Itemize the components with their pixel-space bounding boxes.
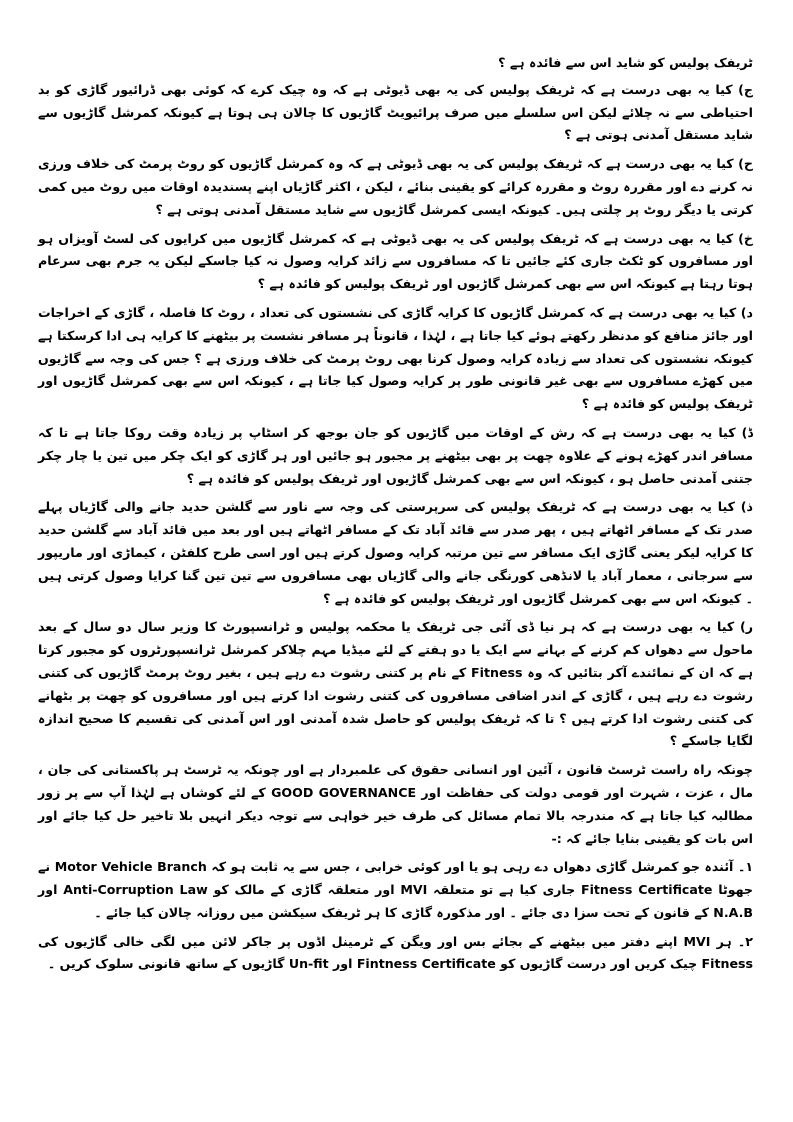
- paragraph-daal: د) کیا یہ بھی درست ہے کہ کمرشل گاڑیوں کا کرایہ گاڑی کی نشستوں کی تعداد ، روٹ کا فاصلہ ، گاڑی کے اخراجات اور جائز منافع کو مدنظر رکھتے ہوئے کیا جاتا ہے ، لہٰذا ، قانوناً ہر مسافر نشست پر بیٹھنے کا کرایہ ہی ادا کرسکتا ہے کیونکہ نشستوں کی تعداد سے زیادہ کرایہ وصول کرنا بھی روٹ پرمٹ کی خلاف ورزی ہے ؟ جس کی وجہ سے گاڑیوں میں کھڑے مسافروں سے بھی غیر قانونی طور پر کرایہ وصول کیا جاتا ہے ، کیونکہ اس سے بھی کمرشل گاڑیوں اور ٹریفک پولیس کو فائدہ ہے ؟: [38, 304, 753, 412]
- demand-item-2: ٢۔ ہر MVI اپنے دفتر میں بیٹھنے کے بجائے بس اور ویگن کے ٹرمینل اڈوں پر جاکر لائن میں لگی خالی گاڑیوں کی Fitness چیک کریں اور درست گاڑیوں کو Fintness Certificate اور Un-fit گاڑیوں کے ساتھ قانونی سلوک کریں ۔: [38, 933, 753, 972]
- paragraph-hay: ح) کیا یہ بھی درست ہے کہ ٹریفک پولیس کی یہ بھی ڈیوٹی ہے کہ وہ کمرشل گاڑیوں کو روٹ پرمٹ کی خلاف ورزی نہ کرنے دے اور مقررہ روٹ و مقررہ کرائے کو یقینی بنائے ، لیکن ، اکثر گاڑیاں اپنے پسندیدہ اوقات میں روٹ میں کمی کرتی یا دیگر روٹ پر چلتی ہیں۔ کیونکہ ایسی کمرشل گاڑیوں سے شاید مستقل آمدنی ہوتی ہے ؟: [38, 156, 753, 217]
- document-body: [38, 52, 753, 982]
- paragraph-khay: خ) کیا یہ بھی درست ہے کہ ٹریفک پولیس کی یہ بھی ڈیوٹی ہے کہ کمرشل گاڑیوں میں کرایوں کی لسٹ آویزاں ہو اور مسافروں کو ٹکٹ جاری کئے جائیں تا کہ مسافروں سے زائد کرایہ وصول نہ کیا جاسکے لیکن یہ جرم بھی سرعام ہوتا رہتا ہے کیونکہ اس سے بھی کمرشل گاڑیوں اور ٹریفک پولیس کو فائدہ ہے ؟: [38, 230, 753, 292]
- demand-item-1: ١۔ آئندہ جو کمرشل گاڑی دھواں دے رہی ہو یا اور کوئی خرابی ، جس سے یہ ثابت ہو کہ Motor Vehicle Branch نے جھوٹا Fitness Certificate جاری کیا ہے تو متعلقہ MVI اور متعلقہ گاڑی کے مالک کو Anti-Corruption Law اور N.A.B کے قانون کے تحت سزا دی جائے ۔ اور مذکورہ گاڑی کا ہر ٹریفک سیکشن میں روزانہ چالان کیا جائے ۔: [38, 859, 754, 920]
- demand-paragraph: چونکہ راہ راست ٹرسٹ قانون ، آئین اور انسانی حقوق کی علمبردار ہے اور چونکہ یہ ٹرسٹ ہر پاکستانی کی جان ، مال ، عزت ، شہرت اور قومی دولت کی حفاظت اور GOOD GOVERNANCE کے لئے کوشاں ہے لہٰذا آپ سے پر زور مطالبہ کیا جاتا ہے کہ مندرجہ بالا تمام مسائل کی طرف خیر خواہی سے توجہ دیکر انہیں بلا تاخیر حل کیا جائے اور اس بات کو یقینی بنایا جائے کہ :-: [38, 762, 754, 846]
- paragraph-ray: ر) کیا یہ بھی درست ہے کہ ہر نیا ڈی آئی جی ٹریفک یا محکمہ پولیس و ٹرانسپورٹ کا وزیر سال دو سال کے بعد ماحول سے دھواں کم کرنے کے بہانے سے ایک یا دو ہفتے کے لئے میڈیا مہم چلاکر کمرشل ٹرانسپورٹروں کو مجبور کرتا ہے کہ ان کے نمائندے آکر بتائیں کہ وہ Fitness کے نام پر کتنی رشوت دے رہے ہیں ، بغیر روٹ پرمٹ گاڑیوں کی کتنی رشوت دے رہے ہیں ، گاڑی کے اندر اضافی مسافروں کی کتنی رشوت ادا کرتے ہیں اور مسافروں کو چھت پر بٹھانے کی کتنی رشوت ادا کرتے ہیں ؟ تا کہ ٹریفک پولیس کو حاصل شدہ آمدنی اور اس آمدنی کی تقسیم کا صحیح اندازہ لگایا جاسکے ؟: [38, 619, 753, 749]
- intro-line: ٹریفک پولیس کو شاید اس سے فائدہ ہے ؟: [498, 55, 753, 70]
- paragraph-ddaal: ڈ) کیا یہ بھی درست ہے کہ رش کے اوقات میں گاڑیوں کو جان بوجھ کر اسٹاپ پر زیادہ وقت روکا جاتا ہے تا کہ مسافر اندر کھڑے ہونے کے علاوہ چھت پر بھی بیٹھنے پر مجبور ہو جائیں اور ہر گاڑی کو ایک چکر میں تین یا چار چکر جتنی آمدنی حاصل ہو ، کیونکہ اس سے بھی کمرشل گاڑیوں اور ٹریفک پولیس کو فائدہ ہے ؟: [38, 424, 753, 486]
- paragraph-zaal: ذ) کیا یہ بھی درست ہے کہ ٹریفک پولیس کی سرپرستی کی وجہ سے ناور سے گلشن حدید جانے والی گاڑیاں پہلے صدر تک کے مسافر اٹھاتے ہیں ، پھر صدر سے قائد آباد تک کے مسافر اٹھاتے ہیں اور بعد میں قائد آباد سے گلشن حدید کا کرایہ لیکر یعنی گاڑی ایک مسافر سے تین مرتبہ کرایہ وصول کرتے ہیں اور اسی طرح کلفٹن ، کیماڑی اور ماریپور سے سرجانی ، معمار آباد یا لانڈھی کورنگی جانے والی گاڑیاں بھی مسافروں سے تین تین گنا کرایا وصول کرتی ہیں ۔ کیونکہ اس سے بھی کمرشل گاڑیوں اور ٹریفک پولیس کو فائدہ ہے ؟: [38, 499, 753, 606]
- paragraph-jeem: ج) کیا یہ بھی درست ہے کہ ٹریفک پولیس کی یہ بھی ڈیوٹی ہے کہ وہ چیک کرے کہ کوئی بھی ڈرائیور گاڑی کو بد احتیاطی سے نہ چلائے لیکن اس سلسلے میں صرف پرائیویٹ گاڑیوں کا چالان ہی ہوتا ہے کیونکہ کمرشل گاڑیوں سے شاید مستقل آمدنی ہوتی ہے ؟: [38, 81, 753, 143]
